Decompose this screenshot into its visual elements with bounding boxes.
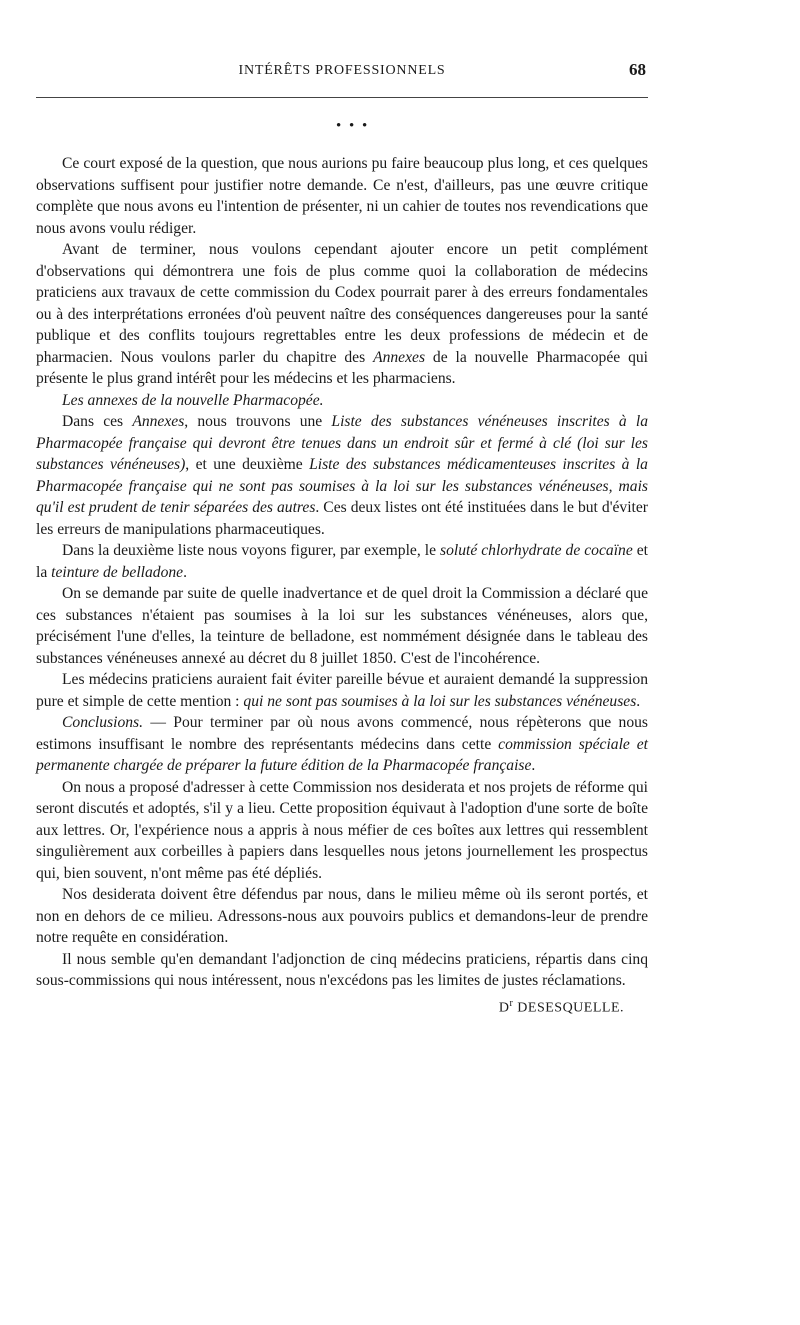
p5-e: . [183,563,187,581]
running-head [36,0,648,134]
signature [36,993,648,1019]
paragraph-6: On se demande par suite de quelle inadvertance et de quel droit la Commission a déclaré que ces substances n'étaient pas soumises à la loi sur les substances vénéneuses, alors que, précisément l'une d'elles, la teinture de belladone, est nommément désignée dans le tableau des substances vénéneuses annexé au décret du 8 juillet 1850. C'est de l'incohérence. [36,585,648,667]
section-heading-annexes-text: Les annexes de la nouvelle Pharmacopée. [62,391,324,409]
p7-c: . [636,692,641,710]
p4-first-list-title: Liste des substances vénéneuses inscrites à la Pharmacopée française qui devront être tenues dans un endroit sûr et fermé à clé (loi sur les substances vénéneuses) [36,413,649,473]
signature-prefix-sup: r [509,997,514,1009]
paragraph-2-end: de la nouvelle Pharmacopée qui présente le plus grand intérêt pour les médecins et les pharmaciens. [36,348,649,387]
p7-a: Les médecins praticiens auraient fait éviter pareille bévue et auraient demandé la suppression pure et simple de cette mention : [36,671,648,710]
p4-g: . Ces deux listes ont été instituées dans le but d'éviter les erreurs de manipulations pharmaceutiques. [36,499,649,538]
p7-quote: qui ne sont pas soumises à la loi sur les substances vénéneuses [243,692,637,710]
conclusions-heading: Conclusions. [62,714,144,731]
paragraph-5 [36,540,648,583]
p4-c: , nous trouvons une [184,413,332,430]
paragraph-2 [36,239,648,390]
page-number: 68 [629,60,646,79]
paragraph-conclusions [36,712,648,777]
p4-e: , et une deuxième [185,456,310,473]
p4-a: Dans ces [62,413,133,430]
paragraph-1: Ce court exposé de la question, que nous aurions pu faire beaucoup plus long, et ces quelques observations suffisent pour justifier notre demande. Ce n'est, d'ailleurs, pas une œuvre critique complète que nous avons eu l'intention de présenter, ni un cahier de toutes nos revendications que nous avons voulu rédiger. [36,155,648,237]
ornament-dots: • • • [336,118,370,134]
signature-name: DESESQUELLE. [517,1000,624,1016]
p4-second-list-title: Liste des substances médicamenteuses inscrites à la Pharmacopée française qui ne sont pas soumises à la loi sur les substances vénéneuses, mais qu'il est prudent de tenir séparées des autres [36,456,648,516]
section-heading-annexes [36,390,648,412]
paragraph-7 [36,669,648,712]
p8-d: . [531,757,536,774]
paragraph-9: On nous a proposé d'adresser à cette Commission nos desiderata et nos projets de réforme qui seront discutés et adoptés, s'il y a lieu. Cette proposition équivaut à l'adoption d'une sorte de boîte aux lettres. Or, l'expérience nous a appris à nous méfier de ces boîtes aux lettres qui ressemblent singulièrement aux corbeilles à papiers dans lesquelles nous jetons journellement les prospectus qui, bien souvent, n'ont même pas été dépliés. [36,778,648,882]
p5-belladone: teinture de belladone [51,563,184,581]
paragraph-4 [36,411,648,540]
p5-a: Dans la deuxième liste nous voyons figurer, par exemple, le [62,542,441,559]
paragraph-2-start: Avant de terminer, nous voulons cependant ajouter encore un petit complément d'observations qui démontrera une fois de plus comme quoi la collaboration de médecins praticiens aux travaux de cette commission du Codex pourrait parer à des erreurs fondamentales ou à des interprétations erronées d'où peuvent naître des conséquences dangereuses pour la santé publique et des conflits toujours regrettables entre les deux professions de médecin et de pharmacien. Nous voulons parler du chapitre des [36,241,648,366]
running-title: INTÉRÊTS PROFESSIONNELS [238,63,446,78]
signature-prefix: D [498,1000,510,1016]
paragraph-10: Nos desiderata doivent être défendus par nous, dans le milieu même où ils seront portés, et non en dehors de ce milieu. Adressons-nous aux pouvoirs publics et demandons-leur de prendre notre requête en considération. [36,886,648,946]
article-body [36,153,648,1019]
header-rule [36,97,648,98]
p5-c: et la [36,542,649,581]
paragraph-11: Il nous semble qu'en demandant l'adjonction de cinq médecins praticiens, répartis dans cinq sous-commissions qui nous intéressent, nous n'excédons pas les limites de justes réclamations. [36,950,648,989]
p5-cocaine: soluté chlorhydrate de cocaïne [440,542,633,559]
p8-b: — Pour terminer par où nous avons commencé, nous répèterons que nous estimons insuffisant le nombre des représentants médecins dans cette [36,714,648,753]
p8-commission: commission spéciale et permanente chargée de préparer la future édition de la Pharmacopée française [36,735,649,774]
annexes-term: Annexes [373,348,426,366]
p4-annexes: Annexes [132,413,185,430]
page [36,0,649,1016]
